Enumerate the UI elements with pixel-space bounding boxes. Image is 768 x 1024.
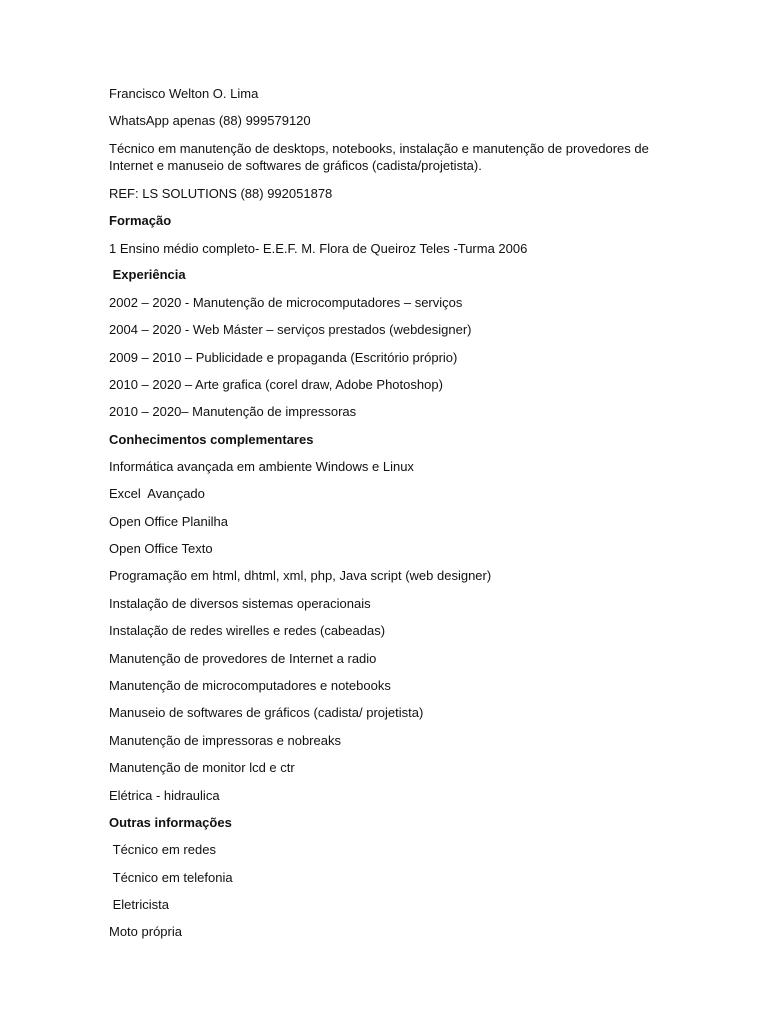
- formacao-heading: Formação: [109, 213, 172, 228]
- summary-line-2: Internet e manuseio de softwares de gráficos (cadista/projetista).: [109, 158, 482, 173]
- experiencia-item: 2010 – 2020 – Arte grafica (corel draw, Adobe Photoshop): [109, 377, 443, 392]
- summary-line-1: Técnico em manutenção de desktops, notebooks, instalação e manutenção de provedores de: [109, 141, 649, 156]
- outras-item: Eletricista: [109, 897, 169, 912]
- conhecimentos-item: Manutenção de microcomputadores e notebooks: [109, 678, 391, 693]
- experiencia-item: 2002 – 2020 - Manutenção de microcomputadores – serviços: [109, 295, 463, 310]
- conhecimentos-item: Manuseio de softwares de gráficos (cadista/ projetista): [109, 705, 424, 720]
- outras-item: Técnico em telefonia: [109, 870, 233, 885]
- conhecimentos-item: Excel Avançado: [109, 486, 205, 501]
- reference-line: REF: LS SOLUTIONS (88) 992051878: [109, 186, 333, 201]
- conhecimentos-item: Programação em html, dhtml, xml, php, Java script (web designer): [109, 568, 492, 583]
- conhecimentos-heading: Conhecimentos complementares: [109, 432, 314, 447]
- conhecimentos-item: Informática avançada em ambiente Windows e Linux: [109, 459, 414, 474]
- conhecimentos-item: Manutenção de monitor lcd e ctr: [109, 760, 295, 775]
- conhecimentos-item: Open Office Texto: [109, 541, 213, 556]
- conhecimentos-item: Open Office Planilha: [109, 514, 228, 529]
- outras-heading: Outras informações: [109, 815, 232, 830]
- conhecimentos-item: Instalação de diversos sistemas operacionais: [109, 596, 371, 611]
- outras-item: Moto própria: [109, 924, 182, 939]
- experiencia-item: 2009 – 2010 – Publicidade e propaganda (Escritório próprio): [109, 350, 458, 365]
- formacao-item: 1 Ensino médio completo- E.E.F. M. Flora de Queiroz Teles -Turma 2006: [109, 241, 528, 256]
- experiencia-item: 2004 – 2020 - Web Máster – serviços prestados (webdesigner): [109, 322, 472, 337]
- conhecimentos-item: Manutenção de provedores de Internet a radio: [109, 651, 377, 666]
- conhecimentos-item: Manutenção de impressoras e nobreaks: [109, 733, 341, 748]
- experiencia-item: 2010 – 2020– Manutenção de impressoras: [109, 404, 357, 419]
- conhecimentos-item: Elétrica - hidraulica: [109, 788, 220, 803]
- conhecimentos-item: Instalação de redes wirelles e redes (cabeadas): [109, 623, 386, 638]
- experiencia-heading: Experiência: [109, 267, 186, 282]
- outras-item: Técnico em redes: [109, 842, 216, 857]
- candidate-name: Francisco Welton O. Lima: [109, 86, 259, 101]
- whatsapp-contact: WhatsApp apenas (88) 999579120: [109, 113, 311, 128]
